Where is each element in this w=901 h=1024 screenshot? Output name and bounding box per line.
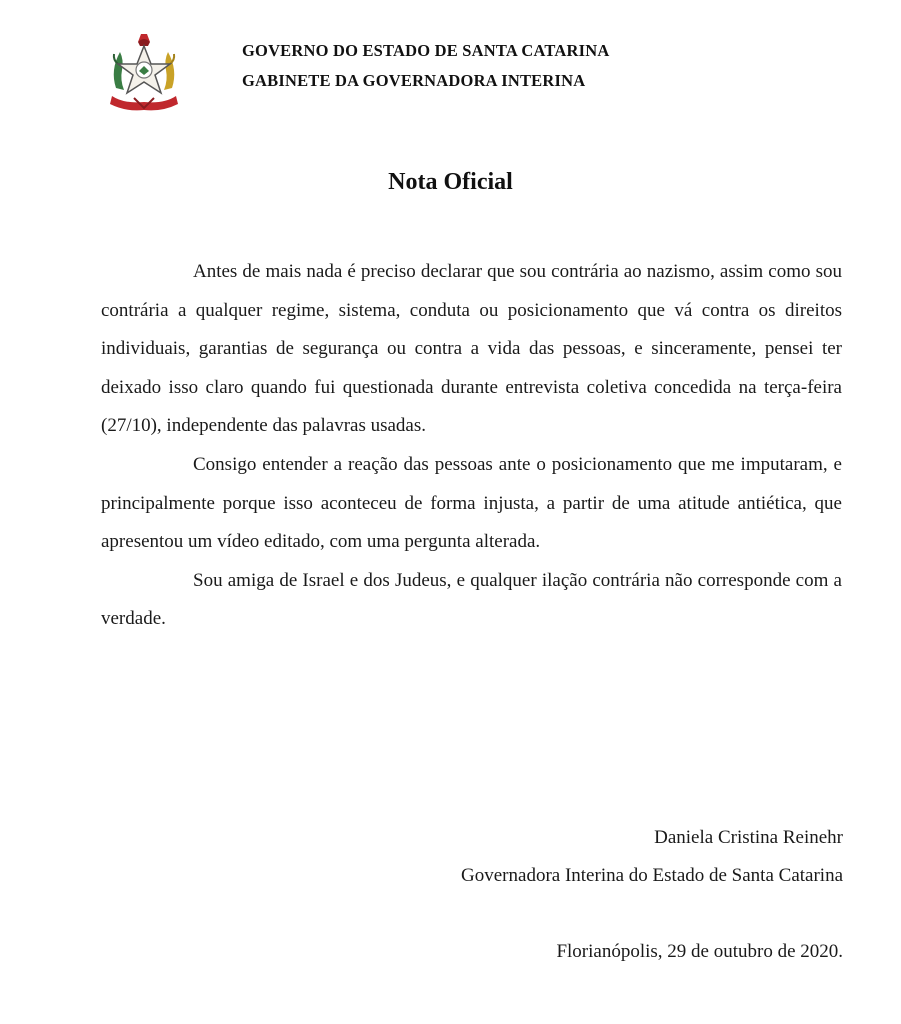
signatory-name: Daniela Cristina Reinehr [654, 827, 843, 848]
letterhead-text [242, 36, 762, 96]
coat-of-arms-icon [104, 30, 184, 114]
signatory-role: Governadora Interina do Estado de Santa Catarina [461, 865, 843, 886]
note-body [101, 253, 842, 639]
cabinet-name: GABINETE DA GOVERNADORA INTERINA [242, 71, 586, 90]
page-title: Nota Oficial [388, 169, 513, 195]
paragraph-2: Consigo entender a reação das pessoas ante o posicionamento que me imputaram, e principalmente porque isso aconteceu de forma injusta, a partir de uma atitude antiética, que apresentou um vídeo editado, com uma pergunta alterada. [101, 453, 842, 553]
paragraph-3: Sou amiga de Israel e dos Judeus, e qualquer ilação contrária não corresponde com a verdade. [101, 569, 842, 630]
government-name: GOVERNO DO ESTADO DE SANTA CATARINA [242, 41, 610, 60]
signature-block [461, 819, 843, 895]
date-location: Florianópolis, 29 de outubro de 2020. [556, 941, 843, 962]
letterhead [104, 30, 804, 114]
paragraph-1: Antes de mais nada é preciso declarar que sou contrária ao nazismo, assim como sou contrária a qualquer regime, sistema, conduta ou posicionamento que vá contra os direitos individuais, garantias de segurança ou contra a vida das pessoas, e sinceramente, pensei ter deixado isso claro quando fui questionada durante entrevista coletiva concedida na terça-feira (27/10), independente das palavras usadas. [101, 261, 842, 437]
